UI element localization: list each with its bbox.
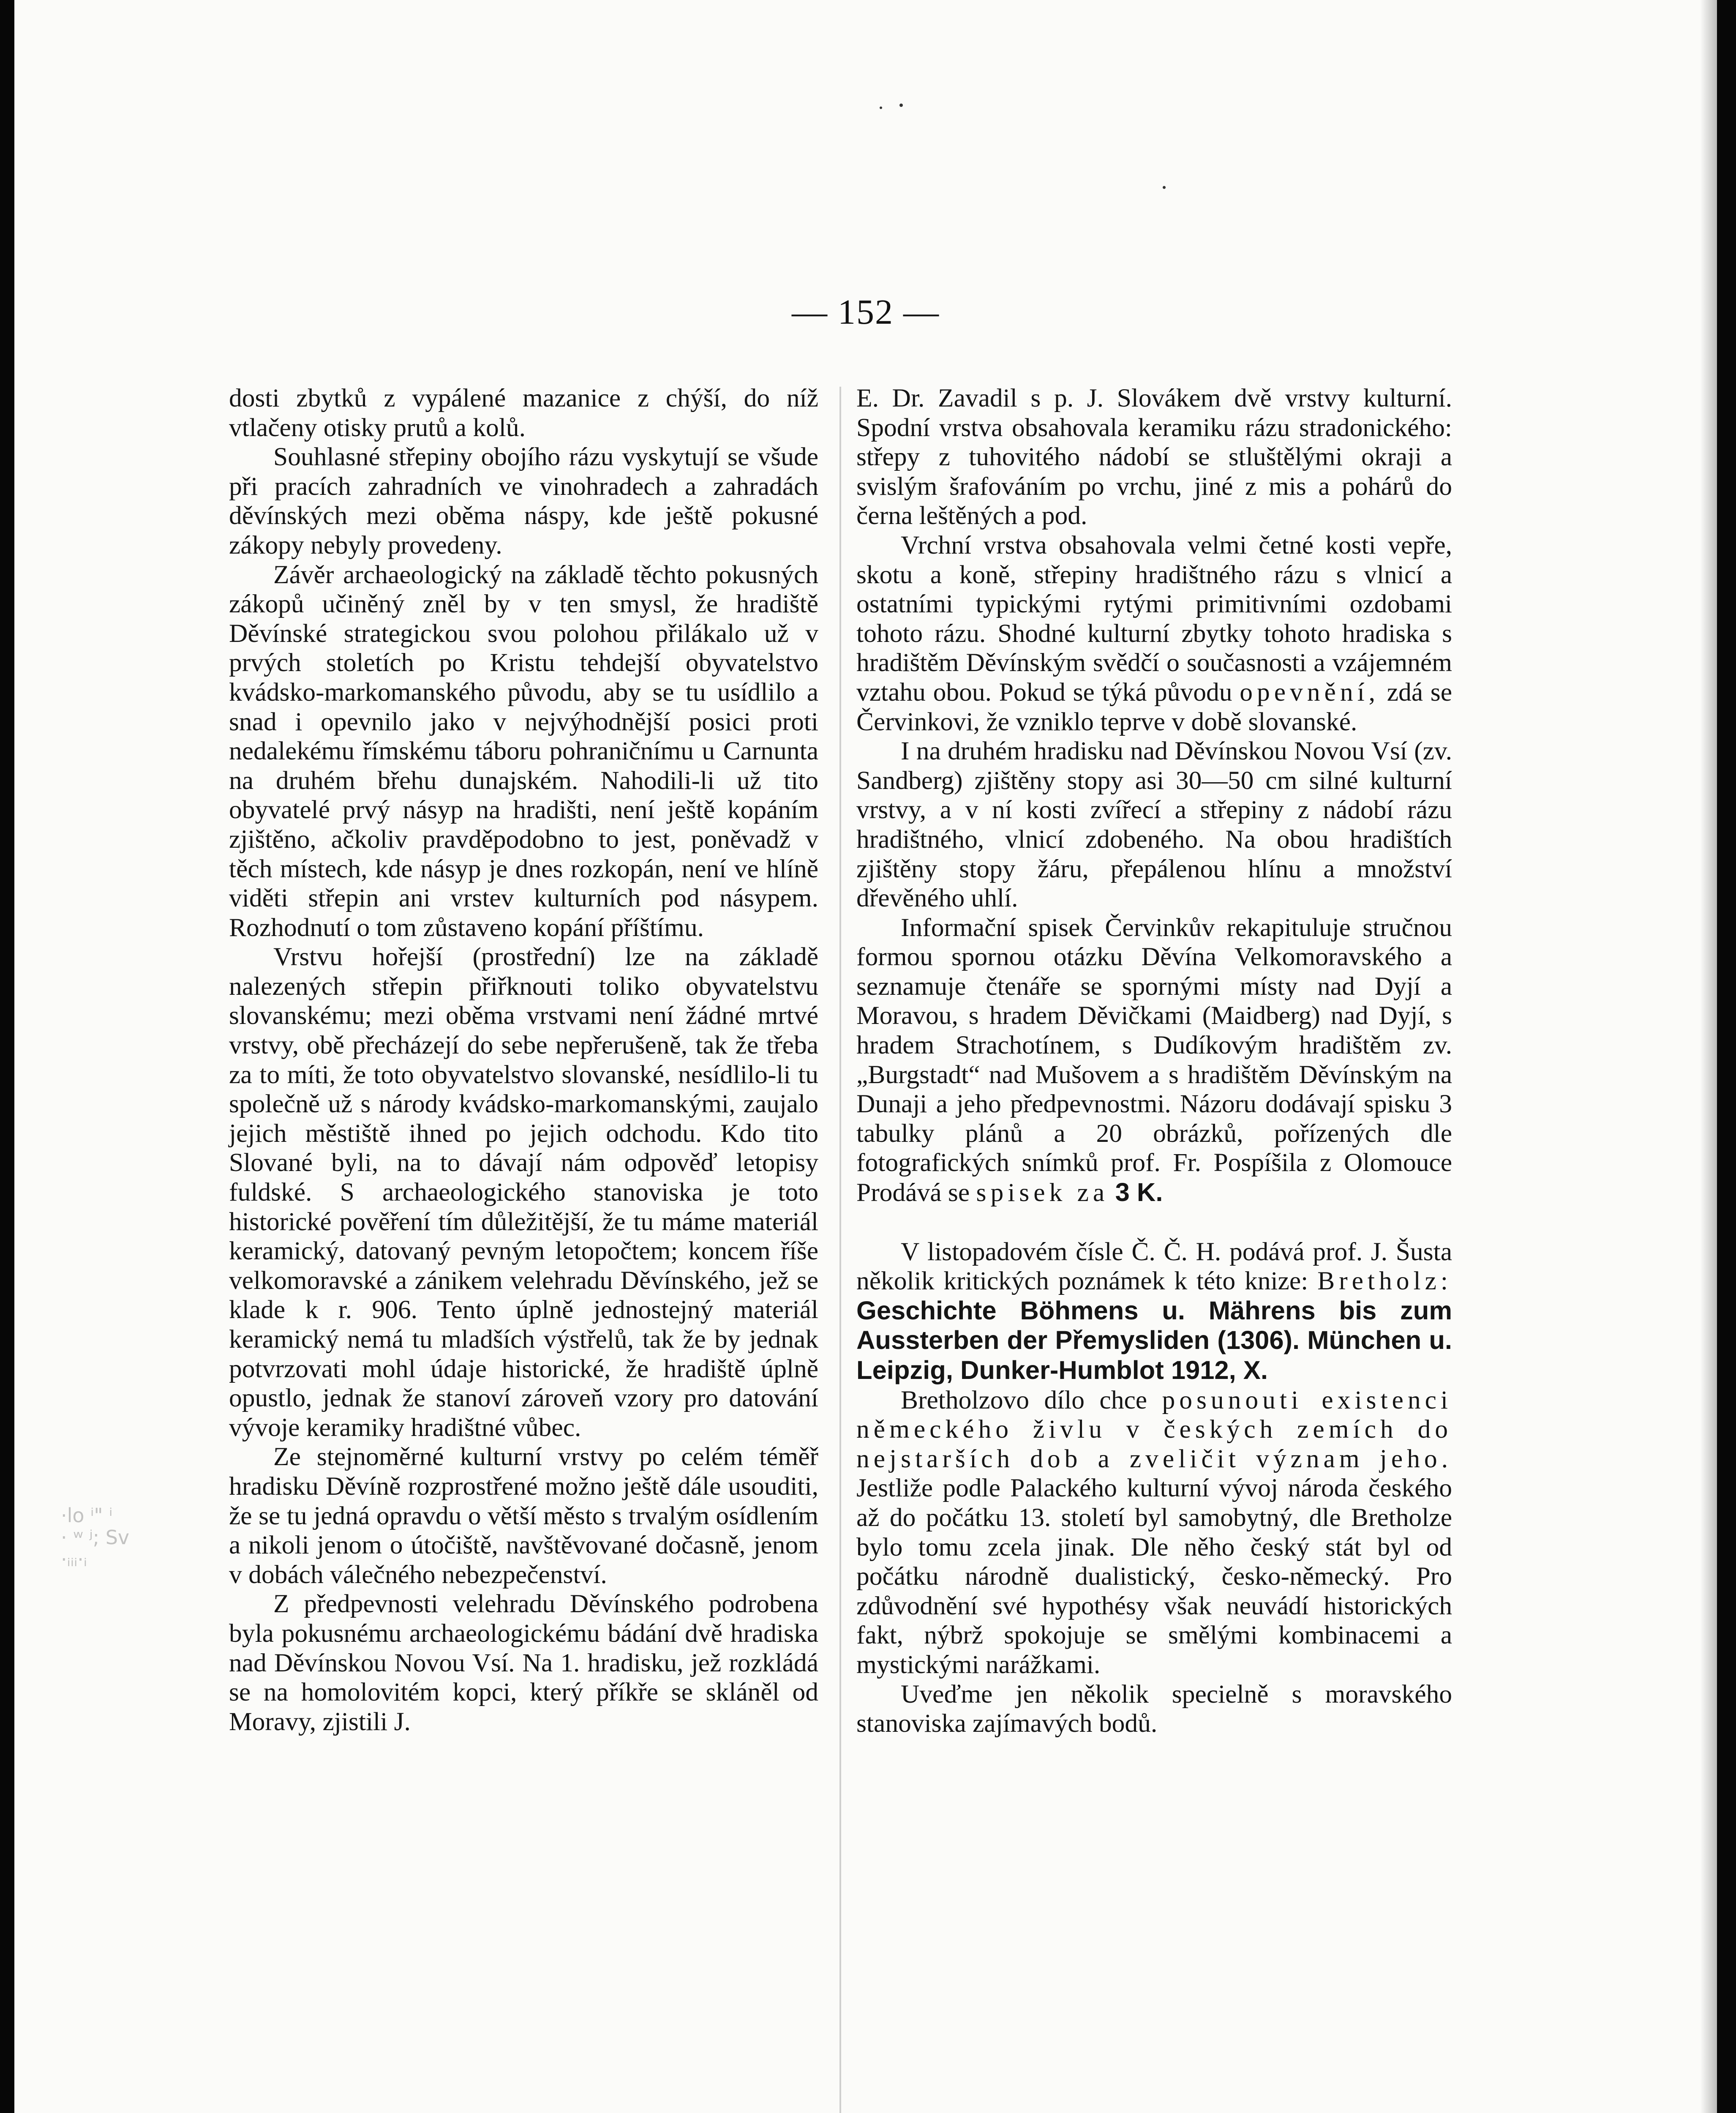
spaced-emphasis: spisek za	[976, 1178, 1109, 1207]
paragraph: V listopadovém čísle Č. Č. H. podává prof. J. Šusta několik kritických poznámek k této knize: Bretholz: Geschichte Böhmens u. Mährens bis zum Aussterben der Přemysliden (1306). München u. Leipzig, Dunker-Humblot 1912, X.	[856, 1237, 1452, 1385]
paragraph: Souhlasné střepiny obojího rázu vyskytují se všude při pracích zahradních ve vinohradech a zahradách děvínských mezi oběma náspy, kde ještě pokusné zákopy nebyly provedeny.	[229, 442, 818, 560]
paper-speck	[899, 104, 903, 107]
paragraph: Závěr archaeologický na základě těchto pokusných zákopů učiněný zněl by v ten smysl, že hradiště Děvínské strategickou svou polohou přilákalo už v prvých stoletích po Kristu tehdejší obyvatelstvo kvádsko-markomanského původu, aby se tu usídlilo a snad i opevnilo jako v nejvýhodnější posici proti nedalekému římskému táboru pohraničnímu u Carnunta na druhém břehu dunajském. Nahodili-li už tito obyvatelé prvý násyp na hradišti, není ještě kopáním zjištěno, ačkoliv pravděpodobno to jest, poněvadž v těch místech, kde násyp je dnes rozkopán, není ve hlíně viděti střepin ani vrstev kulturních pod násypem. Rozhodnutí o tom zůstaveno kopání příštímu.	[229, 560, 818, 942]
right-column	[856, 384, 1452, 1739]
book-title: Geschichte Böhmens u. Mährens bis zum Aussterben der Přemysliden (1306). München u. Leipzig, Dunker-Humblot 1912, X.	[856, 1296, 1452, 1385]
paragraph: Uveďme jen několik specielně s moravského stanoviska zajímavých bodů.	[856, 1679, 1452, 1738]
paragraph: Z předpevnosti velehradu Děvínského podrobena byla pokusnému archaeologickému bádání dvě hradiska nad Děvínskou Novou Vsí. Na 1. hradisku, jež rozkládá se na homolovitém kopci, který příkře se skláněl od Moravy, zjistili J.	[229, 1589, 818, 1736]
spaced-emphasis: posunouti existenci německého živlu v českých zemích do nejstarších dob a zveličit význam jeho.	[856, 1385, 1452, 1473]
spaced-emphasis: opevnění,	[1240, 677, 1380, 707]
paragraph: I na druhém hradisku nad Děvínskou Novou Vsí (zv. Sandberg) zjištěny stopy asi 30—50 cm silné kulturní vrstvy, a v ní kosti zvířecí a střepiny z nádobí rázu hradištného, vlnicí zdobeného. Na obou hradištích zjištěny stopy žáru, přepálenou hlínu a množství dřevěného uhlí.	[856, 737, 1452, 913]
column-divider	[839, 387, 841, 2113]
spaced-emphasis: Bretholz:	[1317, 1267, 1452, 1296]
left-column	[229, 384, 818, 1736]
paragraph: Vrstvu hořejší (prostřední) lze na základě nalezených střepin přiřknouti toliko obyvatelstvu slovanskému; mezi oběma vrstvami není žádné mrtvé vrstvy, obě přecházejí do sebe nepřerušeně, tak že třeba za to míti, že toto obyvatelstvo slovanské, nesídlilo-li tu společně už s národy kvádsko-markomanskými, zaujalo jejich městiště ihned po jejich odchodu. Kdo tito Slované byli, na to dávají nám odpověď letopisy fuldské. S archaeologického stanoviska je toto historické pověření tím důležitější, že tu máme materiál keramický, datovaný pevným letopočtem; koncem říše velkomoravské a zánikem velehradu Děvínského, jež se klade k r. 906. Tento úplně jednostejný materiál keramický nemá tu mladších výstřelů, tak že by jednak potvrzovati mohl údaje historické, že hradiště úplně opustlo, jednak že stanoví zároveň vzory pro datování vývoje keramiky hradištné vůbec.	[229, 942, 818, 1442]
paper-speck	[1163, 186, 1166, 189]
paragraph: Vrchní vrstva obsahovala velmi četné kosti vepře, skotu a koně, střepiny hradištného rázu s vlnicí a ostatními typickými rytými primitivními ozdobami tohoto rázu. Shodné kulturní zbytky tohoto hradiska s hradištěm Děvínským svědčí o současnosti a vzájemném vztahu obou. Pokud se týká původu opevnění, zdá se Červinkovi, že vzniklo teprve v době slovanské.	[856, 530, 1453, 736]
paragraph: Ze stejnoměrné kulturní vrstvy po celém téměř hradisku Děvíně rozprostřené možno ještě dále usouditi, že se tu jedná opravdu o větší město s trvalým osídlením a nikoli jenom o útočiště, navštěvované dočasně, jenom v dobách válečného nebezpečenství.	[229, 1442, 818, 1589]
paragraph: Bretholzovo dílo chce posunouti existenci německého živlu v českých zemích do nejstarších dob a zveličit význam jeho. Jestliže podle Palackého kulturní vývoj národa českého až do počátku 13. století byl samobytný, dle Bretholze bylo tomu zcela jinak. Dle něho český stát byl od počátku národně dualistický, česko-německý. Pro zdůvodnění své hypothésy však neuvádí historických fakt, nýbrž spokojuje se smělými kombinacemi a mystickými narážkami.	[856, 1385, 1452, 1679]
page-number: — 152 —	[792, 292, 940, 332]
paragraph: Informační spisek Červinkův rekapituluje stručnou formou spornou otázku Děvína Velkomoravského a seznamuje čtenáře se spornými místy nad Dyjí a Moravou, s hradem Děvičkami (Maidberg) nad Dyjí, s hradem Strachotínem, s Dudíkovým hradištěm zv. „Burgstadt“ nad Mušovem a s hradištěm Děvínským na Dunaji a jeho předpevnostmi. Názoru dodávají spisku 3 tabulky plánů a 20 obrázků, pořízených dle fotografických snímků prof. Fr. Pospíšila z Olomouce Prodává se spisek za 3 K.	[856, 913, 1452, 1207]
bleed-through-text: ·lo ⁱ" ⁱ · ʷ ʲ; Sv ·ᵢᵢᵢ·ᵢ	[61, 1504, 130, 1571]
book-page	[14, 0, 1717, 2113]
paragraph: E. Dr. Zavadil s p. J. Slovákem dvě vrstvy kulturní. Spodní vrstva obsahovala keramiku rázu stradonického: střepy z tuhovitého nádobí se stluštělými okraji a svislým šrafováním po vrchu, jiné z mis a pohárů do černa leštěných a pod.	[856, 384, 1452, 530]
price: 3 K.	[1115, 1178, 1163, 1207]
paper-speck	[880, 106, 882, 109]
paragraph: dosti zbytků z vypálené mazanice z chýší, do níž vtlačeny otisky prutů a kolů.	[229, 384, 818, 442]
